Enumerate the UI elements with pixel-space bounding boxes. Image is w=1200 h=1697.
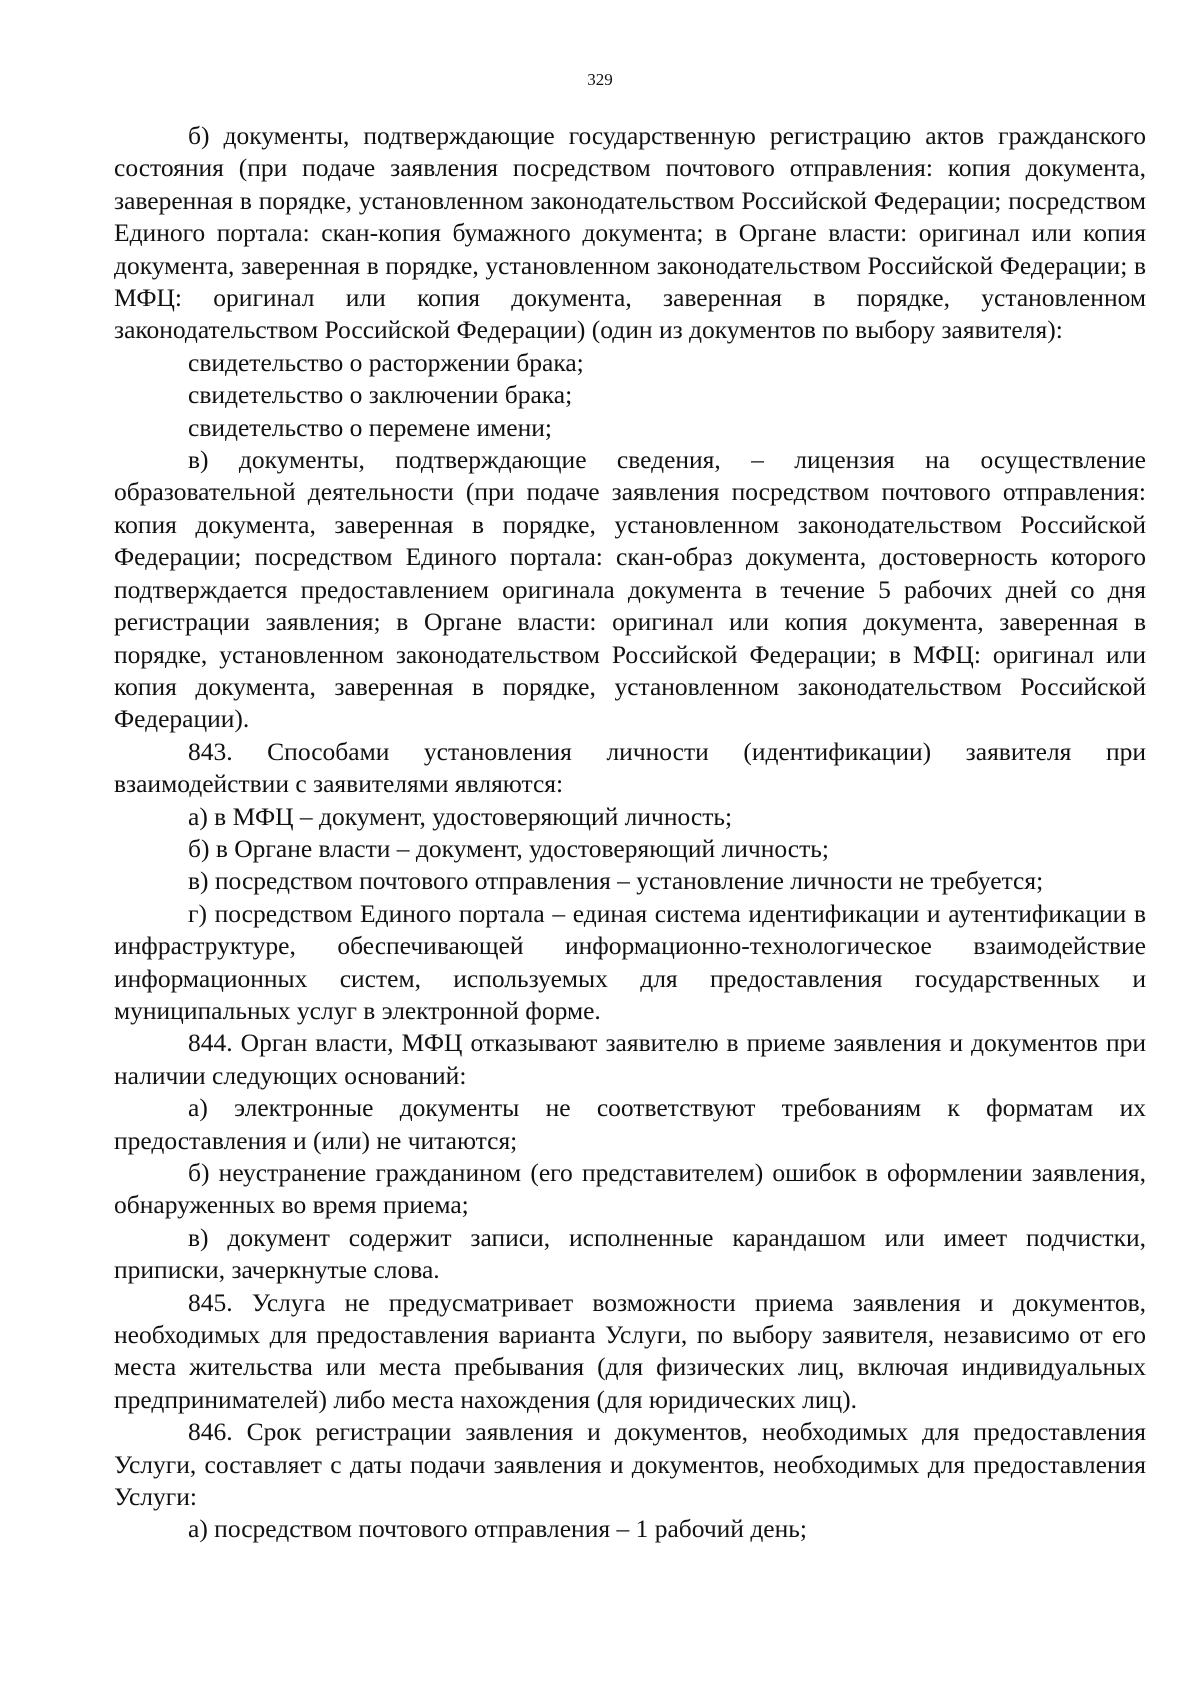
list-item-844-a: а) электронные документы не соответствуют требованиям к форматам их предоставления и (или) не читаются; [114, 1093, 1146, 1155]
paragraph-item-b-civil-status-docs: б) документы, подтверждающие государственную регистрацию актов гражданского состояния (при подаче заявления посредством почтового отправления: копия документа, заверенная в порядке, установленном законодательством Российской Федерации; посредством Единого портала: скан-копия бумажного документа; в Органе власти: оригинал или копия документа, заверенная в порядке, установленном законодательством Российской Федерации; в МФЦ: оригинал или копия документа, заверенная в порядке, установленном законодательством Российской Федерации) (один из документов по выбору заявителя): [114, 121, 1146, 345]
list-item-843-g: г) посредством Единого портала – единая система идентификации и аутентификации в инфраструктуре, обеспечивающей информационно-технологическое взаимодействие информационных систем, используемых для предоставления государственных и муниципальных услуг в электронной форме. [114, 898, 1146, 1025]
list-item-844-b: б) неустранение гражданином (его представителем) ошибок в оформлении заявления, обнаруженных во время приема; [114, 1158, 1146, 1220]
paragraph-844: 844. Орган власти, МФЦ отказывают заявителю в приеме заявления и документов при наличии следующих оснований: [114, 1028, 1146, 1090]
document-body [114, 120, 1146, 1546]
list-item-843-a: а) в МФЦ – документ, удостоверяющий личность; [188, 801, 733, 831]
paragraph-846: 846. Срок регистрации заявления и документов, необходимых для предоставления Услуги, составляет с даты подачи заявления и документов, необходимых для предоставления Услуги: [114, 1417, 1146, 1512]
list-item-name-change-certificate: свидетельство о перемене имени; [188, 412, 552, 442]
paragraph-843: 843. Способами установления личности (идентификации) заявителя при взаимодействии с заявителями являются: [114, 736, 1146, 799]
list-item-marriage-certificate: свидетельство о заключении брака; [188, 380, 573, 410]
list-item-843-v: в) посредством почтового отправления – установление личности не требуется; [188, 866, 1044, 896]
paragraph-item-v-license: в) документы, подтверждающие сведения, – лицензия на осуществление образовательной деятельности (при подаче заявления посредством почтового отправления: копия документа, заверенная в порядке, установленном законодательством Российской Федерации; посредством Единого портала: скан-образ документа, достоверность которого подтверждается предоставлением оригинала документа в течение 5 рабочих дней со дня регистрации заявления; в Органе власти: оригинал или копия документа, заверенная в порядке, установленном законодательством Российской Федерации; в МФЦ: оригинал или копия документа, заверенная в порядке, установленном законодательством Российской Федерации). [114, 445, 1146, 734]
list-item-843-b: б) в Органе власти – документ, удостоверяющий личность; [188, 833, 829, 863]
paragraph-845: 845. Услуга не предусматривает возможности приема заявления и документов, необходимых для предоставления варианта Услуги, по выбору заявителя, независимо от его места жительства или места пребывания (для физических лиц, включая индивидуальных предпринимателей) либо места нахождения (для юридических лиц). [114, 1287, 1146, 1414]
list-item-844-v: в) документ содержит записи, исполненные карандашом или имеет подчистки, приписки, зачеркнутые слова. [114, 1222, 1146, 1285]
page-number: 329 [587, 70, 613, 89]
list-item-divorce-certificate: свидетельство о расторжении брака; [188, 347, 584, 377]
list-item-846-a: а) посредством почтового отправления – 1 рабочий день; [188, 1514, 807, 1544]
